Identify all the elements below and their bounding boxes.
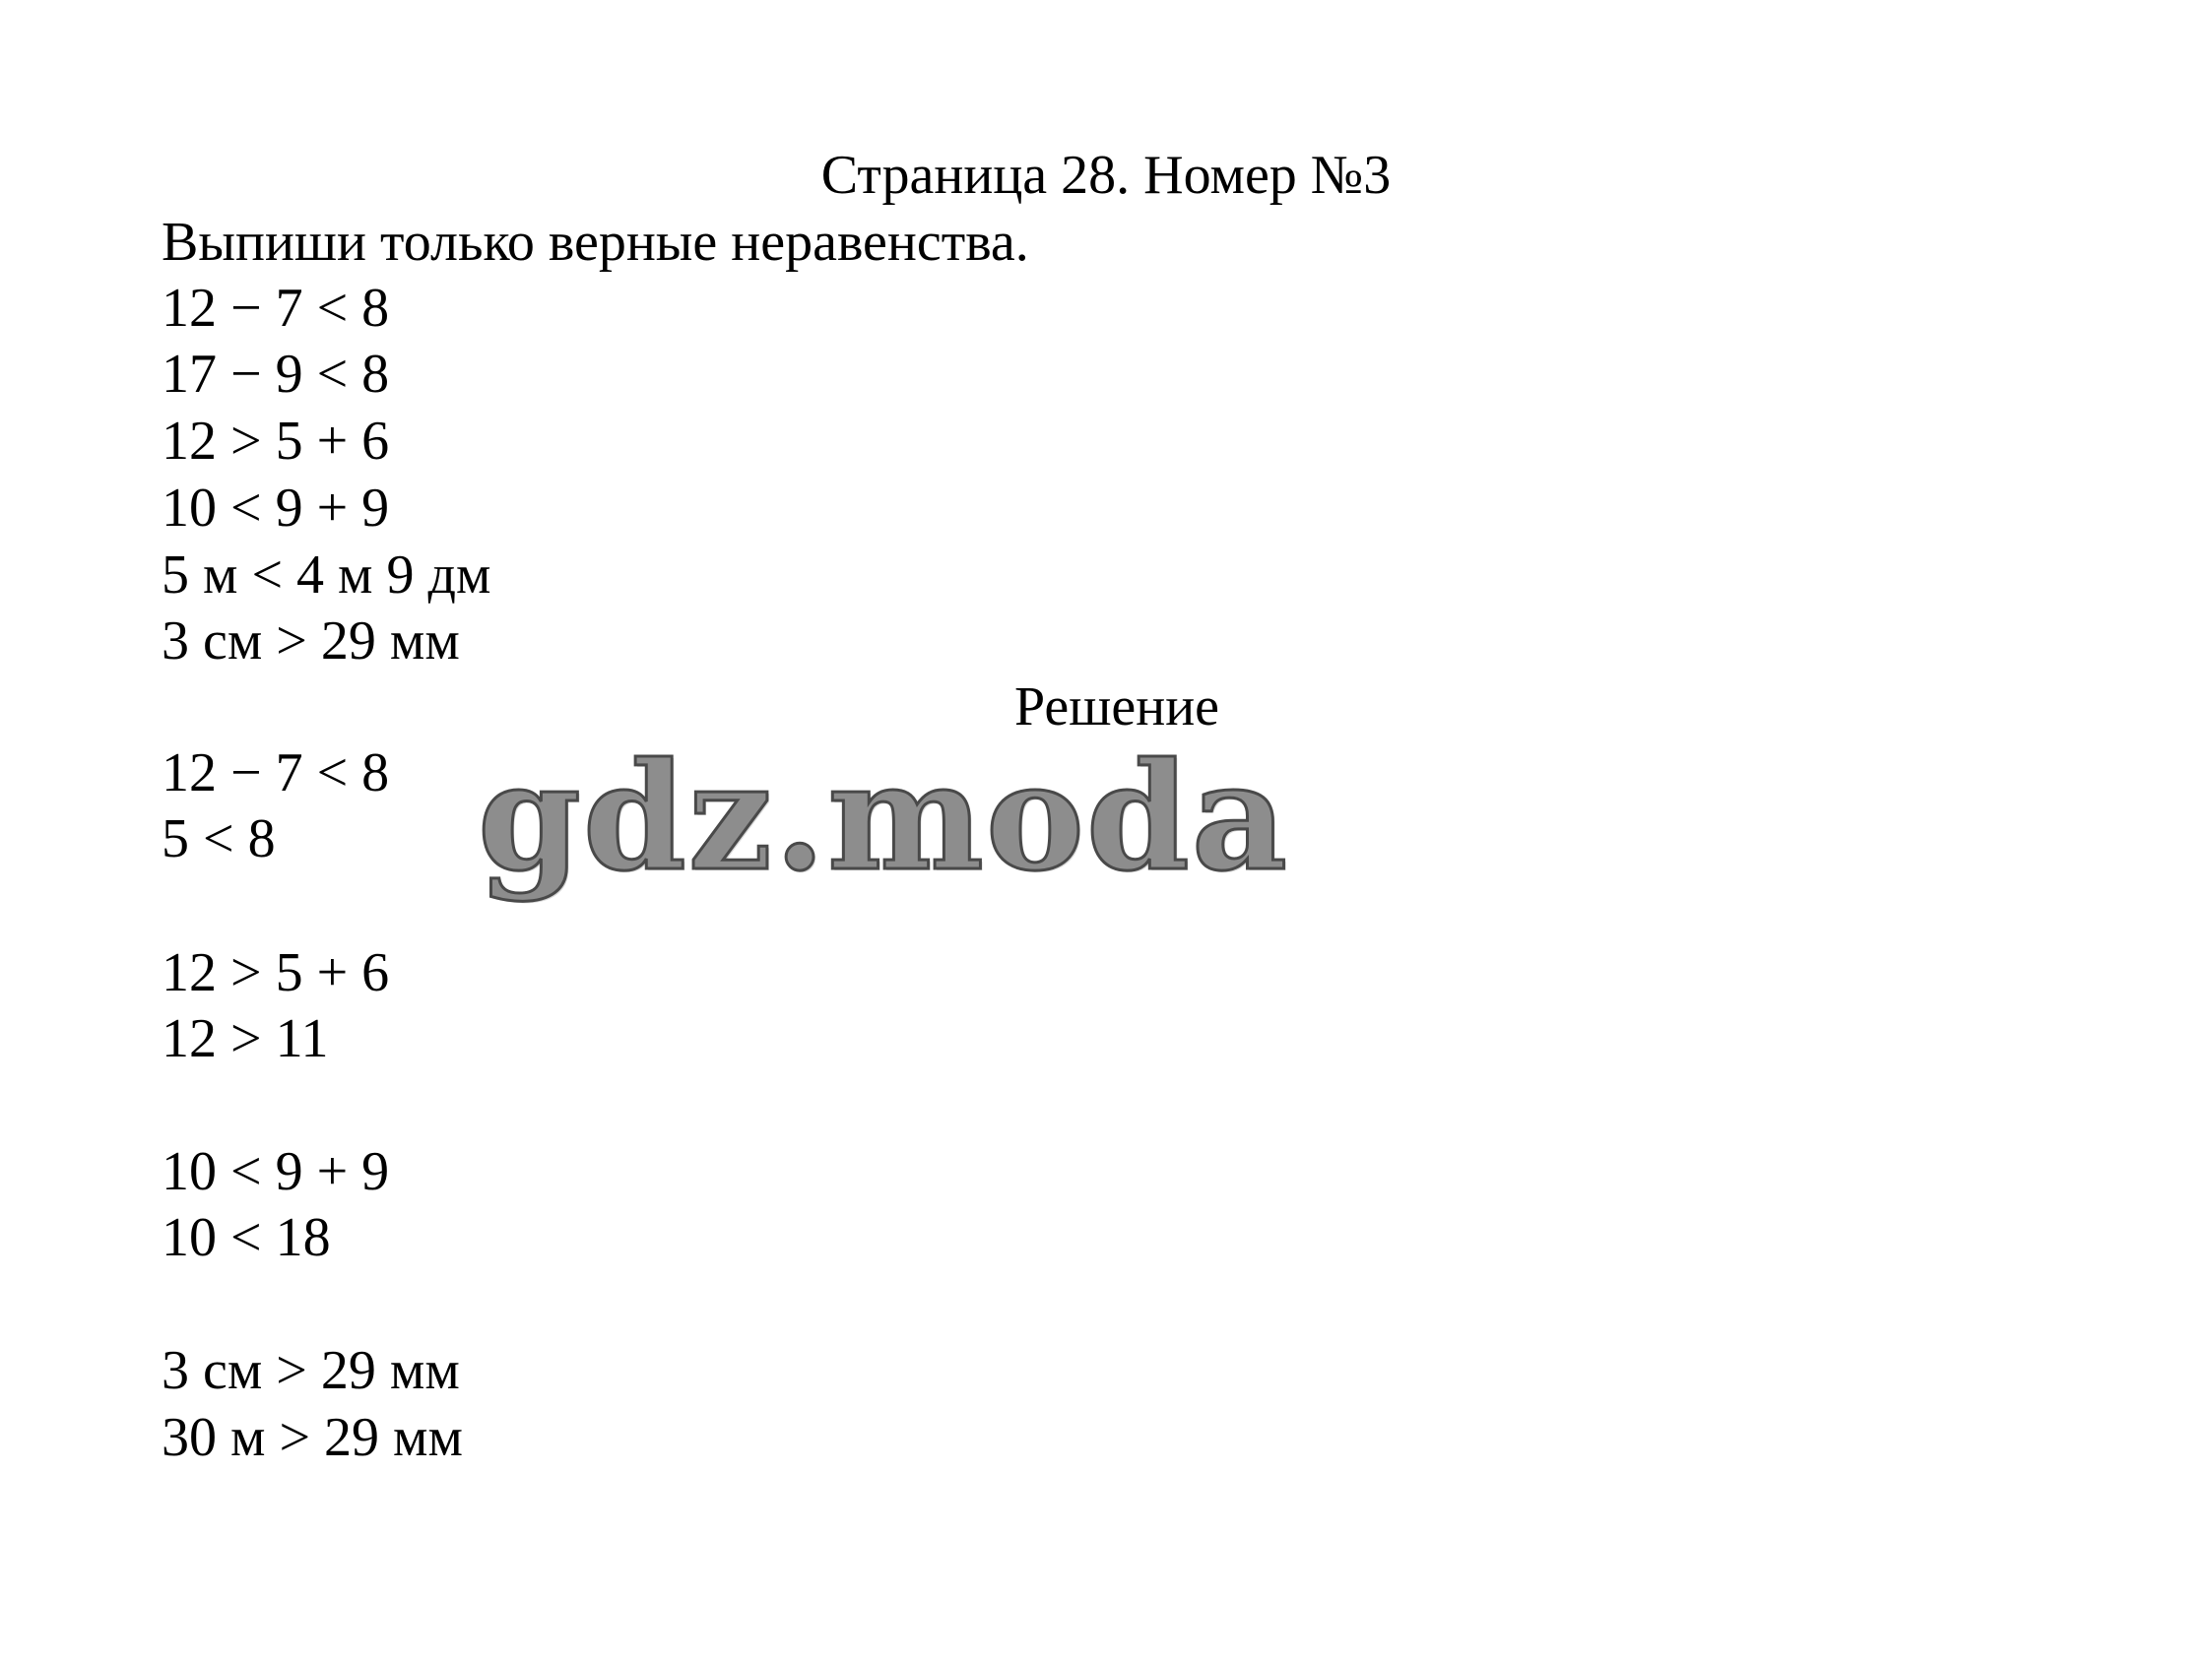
solution-expression: 12 − 7 < 8: [162, 742, 390, 803]
task-inequality: 12 > 5 + 6: [162, 411, 390, 472]
task-instruction: Выпиши только верные неравенства.: [162, 212, 1029, 273]
task-inequality: 17 − 9 < 8: [162, 344, 390, 405]
solution-expression: 3 см > 29 мм: [162, 1340, 460, 1401]
watermark-logo: gdz.moda: [478, 731, 1290, 904]
solution-result: 5 < 8: [162, 808, 276, 869]
solution-result: 10 < 18: [162, 1207, 331, 1268]
page-title: Страница 28. Номер №3: [820, 145, 1392, 206]
solution-result: 30 м > 29 мм: [162, 1407, 463, 1468]
solution-result: 12 > 11: [162, 1008, 329, 1069]
task-inequality: 3 см > 29 мм: [162, 610, 460, 672]
task-inequality: 10 < 9 + 9: [162, 478, 390, 539]
task-inequality: 5 м < 4 м 9 дм: [162, 544, 491, 606]
solution-expression: 10 < 9 + 9: [162, 1141, 390, 1202]
solution-expression: 12 > 5 + 6: [162, 942, 390, 1003]
task-inequality: 12 − 7 < 8: [162, 278, 390, 339]
solution-heading: Решение: [1014, 676, 1220, 737]
